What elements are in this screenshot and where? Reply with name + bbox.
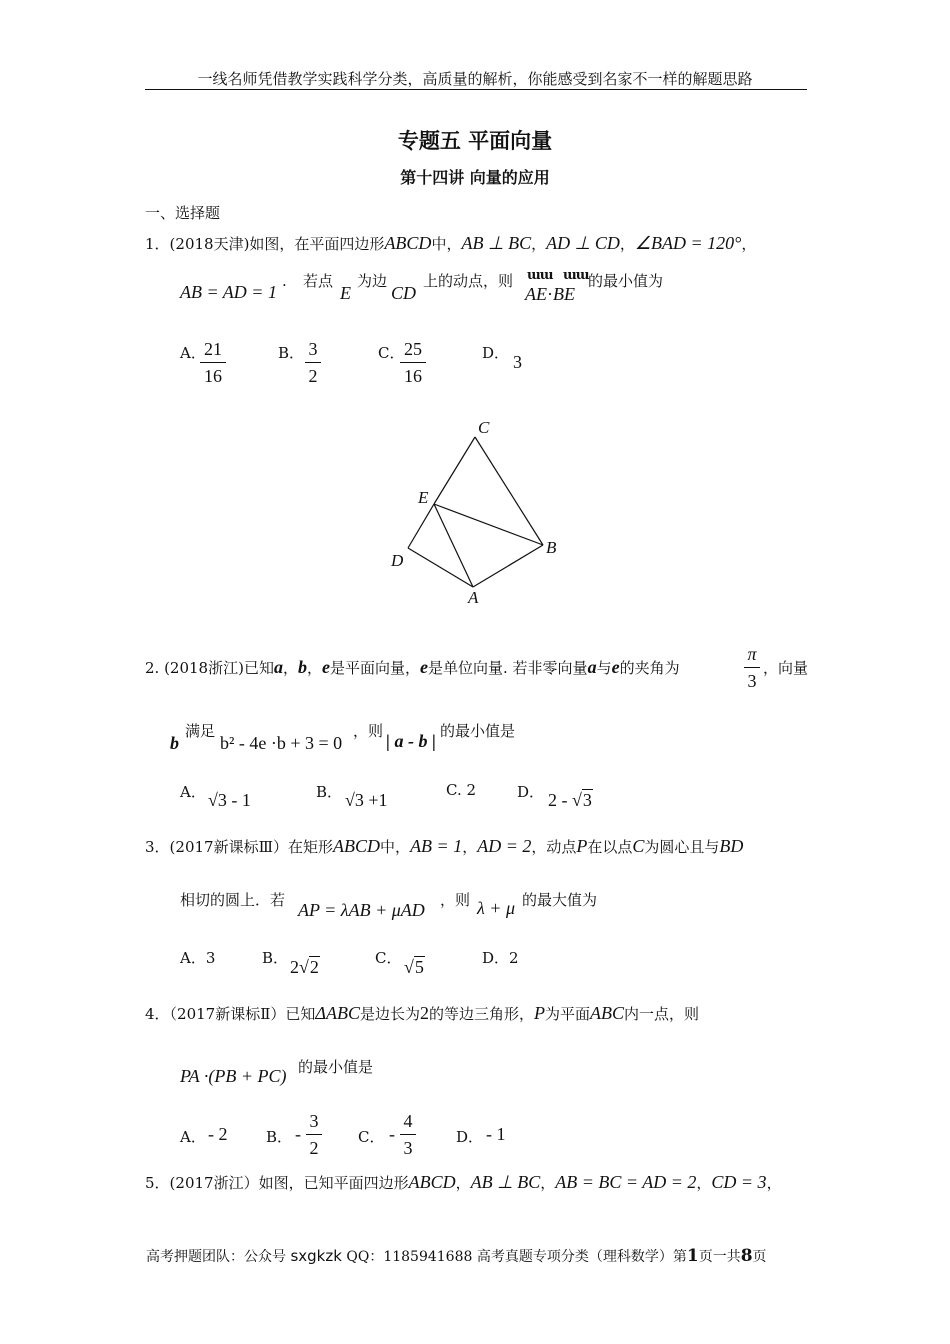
q3-zhong: 中，	[380, 838, 411, 856]
q3-p: P	[576, 836, 588, 856]
q1-option-a-label: A．	[180, 344, 206, 362]
q2-manzu: 满足	[185, 722, 216, 740]
fraction-bar	[200, 362, 226, 363]
footer-account: sxgkzk	[290, 1247, 342, 1265]
q3-b-rad: 2	[309, 957, 319, 977]
q3-c: C	[632, 836, 645, 856]
q2-option-c: C. 2	[446, 781, 477, 799]
q5-sep3: ，	[696, 1174, 712, 1192]
q1-comma3: ，	[741, 235, 757, 253]
page-header: 一线名师凭借教学实践科学分类，高质量的解析，你能感受到名家不一样的解题思路	[197, 70, 753, 88]
q1-vec-expr	[525, 284, 575, 305]
q3-abcd: ABCD	[333, 836, 381, 856]
edge-cb	[475, 437, 543, 545]
fraction-bar	[306, 1134, 322, 1135]
q5-ab-perp-bc: AB ⊥ BC	[470, 1172, 541, 1192]
q1-option-c-label: C．	[378, 344, 405, 362]
q4-tri: ΔABC	[315, 1003, 360, 1023]
q2-option-d-label: D．	[517, 783, 545, 801]
footer-team: 高考押题团队：公众号	[146, 1249, 286, 1265]
q2-option-b-label: B．	[316, 783, 343, 801]
q4-option-b-fraction	[306, 1110, 322, 1159]
edge-ce	[434, 437, 475, 504]
q2-ze: ，则	[353, 722, 384, 740]
q2-a-val: 3 - 1	[217, 790, 251, 810]
q4-abc: ABC	[590, 1003, 625, 1023]
q3-option-c-value: √5	[404, 957, 424, 977]
q1-b-den: 2	[308, 366, 318, 386]
q1-comma1: ，	[531, 235, 547, 253]
q4-option-b-label: B．	[266, 1128, 293, 1146]
q1-vec-be: BE	[553, 284, 575, 304]
q5-sep2: ，	[540, 1174, 556, 1192]
q2-d-rad: 3	[582, 790, 592, 810]
q1-option-d-value: 3	[513, 352, 522, 372]
q1-a-den: 16	[204, 366, 222, 386]
q2-shi-dw: 是单位向量. 若非零向量	[428, 659, 588, 677]
q4-b-num: 3	[309, 1111, 319, 1131]
q1-vec-dot: ·	[547, 284, 553, 304]
q1-point-e: E	[340, 283, 351, 303]
q1-option-a-fraction	[200, 338, 226, 387]
q4-line1	[145, 1003, 699, 1024]
q1-option-b-fraction	[305, 338, 321, 387]
q4-c-den: 3	[403, 1138, 413, 1158]
q4-option-d-value: - 1	[486, 1124, 506, 1144]
q4-expr: PA ·(PB + PC)	[180, 1066, 287, 1086]
q2-vec-b-line2: b	[170, 733, 179, 753]
q1-ruodian: 若点	[303, 272, 334, 290]
footer-total-pages: 8	[740, 1246, 753, 1266]
q3-ap-eq: AP = λAB + μAD	[298, 900, 425, 920]
q2-shi-pm: 是平面向量，	[330, 659, 421, 677]
q3-sep: ，	[462, 838, 478, 856]
q1-c-den: 16	[404, 366, 422, 386]
q4-c-sign: -	[389, 1124, 395, 1144]
figure-label-b: B	[546, 538, 557, 557]
figure-label-c: C	[478, 418, 490, 437]
q2-option-a-label: A．	[180, 783, 206, 801]
q4-c-num: 4	[403, 1111, 413, 1131]
figure-label-d: D	[391, 551, 404, 570]
q1-ab-ad-eq: AB = AD = 1	[180, 282, 277, 302]
q1-dot: .	[282, 272, 287, 290]
q1-angle: ∠BAD = 120°	[634, 233, 742, 253]
q5-abcd: ABCD	[408, 1172, 456, 1192]
q3-option-b-label: B．	[262, 949, 289, 967]
q4-weipm: 为平面	[545, 1005, 591, 1023]
footer-page-of: 页一共	[698, 1249, 741, 1265]
footer-page-suffix: 页	[752, 1249, 767, 1265]
q1-a-num: 21	[204, 339, 222, 359]
q4-zuixiao: 的最小值是	[298, 1058, 374, 1076]
q4-p: P	[534, 1003, 546, 1023]
q3-weiyuan: 为圆心且与	[644, 838, 720, 856]
header-rule	[145, 89, 807, 90]
q4-option-c-label: C．	[358, 1128, 385, 1146]
q3-option-b-value: 2√2	[290, 957, 319, 977]
q5-sep4: ，	[766, 1174, 782, 1192]
q1-vec-ae: AE	[525, 284, 547, 304]
q1-line2	[180, 282, 277, 303]
page-subtitle: 第十四讲 向量的应用	[400, 168, 550, 187]
q2-abs: | a - b |	[386, 731, 436, 751]
q2-yu: 与	[596, 659, 612, 677]
q2-vec-a2: a	[587, 657, 597, 677]
q3-zuida: 的最大值为	[522, 891, 598, 909]
footer-page-number: 1	[686, 1246, 699, 1266]
q3-intro: 3．(2017新课标Ⅲ）在矩形	[145, 838, 334, 856]
q3-lam-mu: λ + μ	[477, 898, 515, 918]
fraction-bar	[305, 362, 321, 363]
q2-zuixiao: 的最小值是	[440, 722, 516, 740]
q4-shibian: 是边长为	[359, 1005, 420, 1023]
q2-vec-b: b	[297, 657, 307, 677]
q2-eq: b² - 4e ·b + 3 = 0	[220, 733, 343, 753]
q3-ab1: AB = 1	[410, 836, 463, 856]
q3-c-rad: 5	[414, 957, 424, 977]
page-footer	[146, 1246, 767, 1266]
q1-zuixiao: 的最小值为	[588, 272, 664, 290]
q3-dongdian: ，动点	[531, 838, 577, 856]
q5-intro: 5．(2017浙江）如图，已知平面四边形	[145, 1174, 409, 1192]
q3-zaiyi: 在以点	[587, 838, 633, 856]
q2-angle-fraction	[744, 643, 760, 692]
q1-ab-perp-bc: AB ⊥ BC	[461, 233, 532, 253]
edge-ab	[473, 545, 543, 587]
fraction-bar	[400, 1134, 416, 1135]
q3-line2: 相切的圆上．若	[180, 891, 286, 909]
q2-option-b-value: √3 +1	[345, 790, 388, 810]
quadrilateral-figure	[380, 415, 580, 615]
q4-intro: 4．（2017新课标Ⅱ）已知	[145, 1005, 316, 1023]
q3-bd: BD	[719, 836, 744, 856]
q2-option-a-value: √3 - 1	[208, 790, 251, 810]
edge-ed	[408, 504, 434, 548]
vector-arrow-icon: ɯɯ	[527, 268, 553, 283]
q4-option-c-fraction	[400, 1110, 416, 1159]
q2-vec-e3: e	[611, 657, 620, 677]
q1-b-num: 3	[308, 339, 318, 359]
q5-cd3: CD = 3	[711, 1172, 767, 1192]
q3-ad2: AD = 2	[477, 836, 532, 856]
q4-dengbian: 的等边三角形，	[429, 1005, 535, 1023]
q1-intro: 1．(2018天津)如图，在平面四边形	[145, 235, 385, 253]
q5-eq: AB = BC = AD = 2	[555, 1172, 697, 1192]
figure-label-e: E	[418, 488, 429, 507]
q2-pi: π	[747, 644, 757, 664]
section-heading: 一、选择题	[145, 204, 221, 222]
q3-ze: ，则	[440, 891, 471, 909]
q1-line1	[145, 233, 756, 254]
q1-option-c-fraction	[400, 338, 426, 387]
q2-vec-e: e	[322, 657, 330, 677]
fraction-bar	[744, 667, 760, 668]
q2-jiajiao: 的夹角为	[619, 659, 680, 677]
fraction-bar	[400, 362, 426, 363]
q4-two: 2	[420, 1003, 429, 1023]
q2-intro: 2. (2018浙江)已知	[145, 659, 274, 677]
q2-three: 3	[747, 671, 757, 691]
q2-vec-a: a	[273, 657, 283, 677]
q3-option-d: D．2	[482, 949, 519, 967]
q2-d-pre: 2 -	[548, 790, 572, 810]
q1-weibian: 为边	[357, 272, 388, 290]
q2-vec-e2: e	[420, 657, 429, 677]
q3-option-c-label: C．	[375, 949, 402, 967]
q4-b-den: 2	[309, 1138, 319, 1158]
q2-b-val: 3 +1	[354, 790, 388, 810]
q2-line1	[145, 657, 680, 678]
q1-option-d-label: D．	[482, 344, 510, 362]
q1-zhong: 中，	[431, 235, 462, 253]
q4-option-d-label: D．	[456, 1128, 484, 1146]
footer-series: 高考真题专项分类（理科数学）第	[476, 1249, 687, 1265]
footer-qq: QQ：1185941688	[346, 1249, 473, 1265]
q2-equation	[220, 733, 342, 754]
q1-cd: CD	[391, 283, 417, 303]
vector-arrow-icon: ɯɯ	[563, 268, 589, 283]
q1-c-num: 25	[404, 339, 422, 359]
page-title: 专题五 平面向量	[397, 129, 553, 153]
q3-b-pre: 2	[290, 957, 299, 977]
q3-line1	[145, 836, 743, 857]
q1-comma2: ，	[619, 235, 635, 253]
q4-option-a-label: A．	[180, 1128, 206, 1146]
q2-option-d-value: 2 - √3	[548, 790, 592, 810]
q5-sep1: ，	[455, 1174, 471, 1192]
q1-abcd: ABCD	[384, 233, 432, 253]
q1-shangde: 上的动点，则	[423, 272, 514, 290]
q1-ad-perp-cd: AD ⊥ CD	[546, 233, 620, 253]
q3-option-a: A．3	[180, 949, 216, 967]
figure-label-a: A	[468, 588, 479, 607]
q4-b-sign: -	[295, 1124, 301, 1144]
q2-xiangliang: ，向量	[763, 659, 809, 677]
q5-line1	[145, 1172, 782, 1193]
q4-option-a-value: - 2	[208, 1124, 228, 1144]
q2-sep2: ，	[306, 659, 322, 677]
q2-sep1: ，	[282, 659, 298, 677]
q1-option-b-label: B．	[278, 344, 305, 362]
q4-neiyi: 内一点，则	[624, 1005, 700, 1023]
